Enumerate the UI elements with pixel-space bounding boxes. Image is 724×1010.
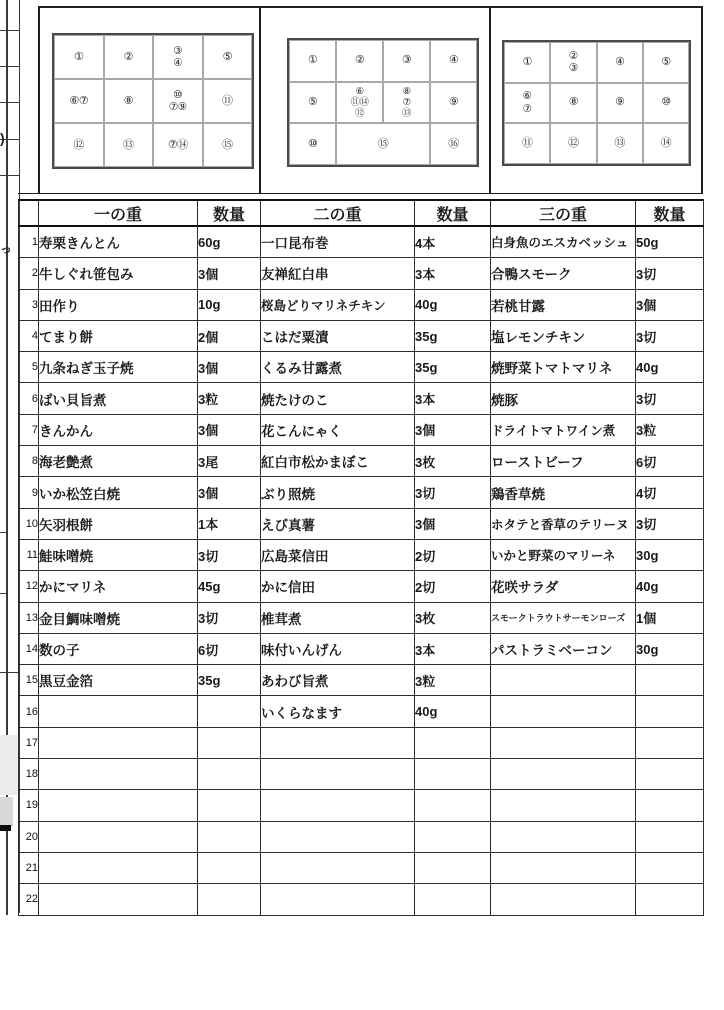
grid-cell xyxy=(203,123,253,167)
quantity-cell: 3切 xyxy=(198,539,261,570)
quantity-cell: 2個 xyxy=(198,320,261,351)
circled-number: ⑫ xyxy=(568,137,579,150)
item-cell: 九条ねぎ玉子焼 xyxy=(39,352,198,383)
quantity-cell: 1本 xyxy=(198,508,261,539)
quantity-cell: 35g xyxy=(415,352,491,383)
row-number-cell: 8 xyxy=(19,446,39,477)
item-cell xyxy=(39,727,198,758)
table-row xyxy=(19,258,704,289)
item-cell: 矢羽根餅 xyxy=(39,508,198,539)
item-cell: 海老艶煮 xyxy=(39,446,198,477)
quantity-cell xyxy=(198,696,261,727)
item-cell: 数の子 xyxy=(39,633,198,664)
grid-cell xyxy=(104,79,154,123)
quantity-cell xyxy=(415,759,491,790)
circled-number: ⑦ xyxy=(402,96,411,108)
grid-cell xyxy=(643,42,689,83)
grid-cell xyxy=(430,40,477,82)
table-row xyxy=(19,852,704,883)
item-cell: ぶり照焼 xyxy=(261,477,415,508)
row-number-cell: 6 xyxy=(19,383,39,414)
grid-cell xyxy=(550,42,596,83)
menu-table-head xyxy=(19,200,704,226)
item-cell xyxy=(491,821,636,852)
item-cell: 焼たけのこ xyxy=(261,383,415,414)
circled-number: ⑧ xyxy=(402,85,411,97)
quantity-cell xyxy=(415,884,491,915)
quantity-cell: 3切 xyxy=(636,383,704,414)
table-row xyxy=(19,571,704,602)
quantity-cell: 40g xyxy=(636,352,704,383)
quantity-cell: 3枚 xyxy=(415,602,491,633)
item-cell: 椎茸煮 xyxy=(261,602,415,633)
item-cell xyxy=(491,884,636,915)
quantity-cell: 3個 xyxy=(198,414,261,445)
panel1-left-border xyxy=(38,6,40,194)
circled-number: ⑮ xyxy=(377,137,389,150)
grid-cell xyxy=(336,123,430,165)
column-header: 数量 xyxy=(636,200,704,226)
circled-number: ⑦⑨ xyxy=(168,101,187,113)
row-number-cell: 13 xyxy=(19,602,39,633)
quantity-cell xyxy=(636,696,704,727)
item-cell xyxy=(261,727,415,758)
item-cell xyxy=(39,696,198,727)
circled-number: ⑥ xyxy=(522,90,532,103)
item-cell xyxy=(261,759,415,790)
grid-cell xyxy=(597,42,643,83)
quantity-cell: 3切 xyxy=(415,477,491,508)
table-row xyxy=(19,884,704,915)
quantity-cell: 60g xyxy=(198,226,261,258)
grid-cell xyxy=(643,123,689,164)
quantity-cell: 3切 xyxy=(636,258,704,289)
item-cell xyxy=(491,696,636,727)
grid-cell xyxy=(289,123,336,165)
circled-number: ⑨ xyxy=(614,96,625,109)
quantity-cell xyxy=(636,884,704,915)
quantity-cell xyxy=(198,821,261,852)
grid-cell xyxy=(54,79,104,123)
quantity-cell xyxy=(636,665,704,696)
quantity-cell: 3枚 xyxy=(415,446,491,477)
circled-number: ⑩ xyxy=(661,96,671,109)
item-cell: 田作り xyxy=(39,289,198,320)
item-cell: 鶏香草焼 xyxy=(491,477,636,508)
quantity-cell: 35g xyxy=(415,320,491,351)
table-row xyxy=(19,759,704,790)
row-number-cell: 10 xyxy=(19,508,39,539)
circled-number: ① xyxy=(307,54,318,67)
quantity-cell: 50g xyxy=(636,226,704,258)
quantity-cell: 3粒 xyxy=(198,383,261,414)
circled-number: ⑩ xyxy=(173,88,183,101)
box-2-layout-grid xyxy=(287,38,479,167)
grid-cell xyxy=(643,83,689,124)
table-row xyxy=(19,414,704,445)
circled-number: ③ xyxy=(401,54,412,67)
grid-cell xyxy=(54,35,104,79)
item-cell xyxy=(39,759,198,790)
item-cell: スモークトラウトサーモンローズ xyxy=(491,602,636,633)
grid-cell xyxy=(54,123,104,167)
quantity-cell: 4本 xyxy=(415,226,491,258)
grid-cell xyxy=(504,42,550,83)
table-row xyxy=(19,602,704,633)
circled-number: ④ xyxy=(448,54,459,67)
grid-cell xyxy=(383,40,430,82)
menu-table xyxy=(18,199,704,916)
quantity-cell xyxy=(198,790,261,821)
grid-cell xyxy=(104,35,154,79)
item-cell: 鮭味噌焼 xyxy=(39,539,198,570)
table-row xyxy=(19,289,704,320)
item-cell: 寿栗きんとん xyxy=(39,226,198,258)
item-cell: 焼豚 xyxy=(491,383,636,414)
item-cell: ホタテと香草のテリーヌ xyxy=(491,508,636,539)
table-row xyxy=(19,477,704,508)
quantity-cell: 3粒 xyxy=(415,665,491,696)
item-cell xyxy=(39,821,198,852)
row-number-cell: 14 xyxy=(19,633,39,664)
quantity-cell xyxy=(636,727,704,758)
column-header: 二の重 xyxy=(261,200,415,226)
menu-table-body xyxy=(19,226,704,915)
panel-divider-2 xyxy=(489,6,491,194)
item-cell xyxy=(491,790,636,821)
item-cell xyxy=(491,727,636,758)
circled-number: ⑬ xyxy=(401,107,411,119)
row-number-cell: 18 xyxy=(19,759,39,790)
quantity-cell: 4切 xyxy=(636,477,704,508)
quantity-cell: 30g xyxy=(636,539,704,570)
item-cell: てまり餅 xyxy=(39,320,198,351)
circled-number: ⑩ xyxy=(307,137,318,150)
row-number-cell: 15 xyxy=(19,665,39,696)
table-row xyxy=(19,508,704,539)
item-cell: 金目鯛味噌焼 xyxy=(39,602,198,633)
left-edge-black-mark xyxy=(0,825,11,831)
row-number-cell: 5 xyxy=(19,352,39,383)
quantity-cell xyxy=(415,790,491,821)
item-cell: えび真薯 xyxy=(261,508,415,539)
circled-number: ② xyxy=(354,54,365,67)
quantity-cell: 10g xyxy=(198,289,261,320)
item-cell: 焼野菜トマトマリネ xyxy=(491,352,636,383)
quantity-cell: 2切 xyxy=(415,571,491,602)
quantity-cell xyxy=(415,821,491,852)
grid-cell xyxy=(550,123,596,164)
circled-number: ⑤ xyxy=(307,95,318,108)
quantity-cell xyxy=(636,821,704,852)
item-cell: ローストビーフ xyxy=(491,446,636,477)
panels-bottom-border xyxy=(18,193,703,194)
quantity-cell: 30g xyxy=(636,633,704,664)
row-number-cell: 7 xyxy=(19,414,39,445)
grid-cell xyxy=(153,123,203,167)
row-number-cell: 4 xyxy=(19,320,39,351)
circled-number: ④ xyxy=(173,57,183,69)
item-cell xyxy=(261,852,415,883)
item-cell xyxy=(261,821,415,852)
left-edge-rule xyxy=(0,102,19,103)
left-edge-rule xyxy=(0,30,19,31)
row-number-cell: 21 xyxy=(19,852,39,883)
quantity-cell: 2切 xyxy=(415,539,491,570)
item-cell: きんかん xyxy=(39,414,198,445)
circled-number: ③ xyxy=(173,44,183,57)
table-row xyxy=(19,821,704,852)
item-cell: かに信田 xyxy=(261,571,415,602)
item-cell: 桜島どりマリネチキン xyxy=(261,289,415,320)
grid-cell xyxy=(336,40,383,82)
quantity-cell: 45g xyxy=(198,571,261,602)
table-row xyxy=(19,446,704,477)
circled-number: ⑦ xyxy=(522,102,532,115)
left-edge-shading xyxy=(0,735,18,795)
box-3-layout-grid xyxy=(502,40,691,166)
item-cell: 一口昆布巻 xyxy=(261,226,415,258)
item-cell: 花咲サラダ xyxy=(491,571,636,602)
quantity-cell: 3本 xyxy=(415,633,491,664)
circled-number: ⑯ xyxy=(448,137,459,150)
row-number-cell: 9 xyxy=(19,477,39,508)
quantity-cell xyxy=(198,727,261,758)
circled-number: ⑧ xyxy=(123,94,133,107)
circled-number: ⑧ xyxy=(568,96,579,109)
grid-cell xyxy=(203,35,253,79)
circled-number: ④ xyxy=(614,55,625,68)
circled-number: ⑦⑭ xyxy=(167,138,188,151)
grid-cell xyxy=(430,123,477,165)
quantity-cell: 40g xyxy=(636,571,704,602)
quantity-cell: 3個 xyxy=(198,477,261,508)
item-cell: 牛しぐれ笹包み xyxy=(39,258,198,289)
row-number-cell: 11 xyxy=(19,539,39,570)
quantity-cell: 40g xyxy=(415,289,491,320)
column-header-empty xyxy=(19,200,39,226)
item-cell xyxy=(261,884,415,915)
quantity-cell xyxy=(415,852,491,883)
row-number-cell: 20 xyxy=(19,821,39,852)
header-row xyxy=(19,200,704,226)
row-number-cell: 1 xyxy=(19,226,39,258)
item-cell xyxy=(261,790,415,821)
item-cell: 広島菜信田 xyxy=(261,539,415,570)
table-row xyxy=(19,696,704,727)
quantity-cell xyxy=(636,852,704,883)
quantity-cell: 3粒 xyxy=(636,414,704,445)
circled-number: ③ xyxy=(568,62,578,75)
grid-cell xyxy=(597,83,643,124)
left-edge-rule xyxy=(0,175,19,176)
row-number-cell: 3 xyxy=(19,289,39,320)
quantity-cell: 3切 xyxy=(636,320,704,351)
item-cell: あわび旨煮 xyxy=(261,665,415,696)
quantity-cell: 3切 xyxy=(198,602,261,633)
quantity-cell: 6切 xyxy=(636,446,704,477)
circled-number: ⑨ xyxy=(448,95,459,108)
row-number-cell: 12 xyxy=(19,571,39,602)
quantity-cell: 3本 xyxy=(415,258,491,289)
left-edge-shading xyxy=(0,797,13,827)
left-edge-rule xyxy=(0,672,19,673)
item-cell: くるみ甘露煮 xyxy=(261,352,415,383)
quantity-cell: 1個 xyxy=(636,602,704,633)
circled-number: ⑥⑦ xyxy=(69,94,89,107)
quantity-cell xyxy=(415,727,491,758)
table-row xyxy=(19,352,704,383)
column-header: 数量 xyxy=(415,200,491,226)
quantity-cell xyxy=(198,852,261,883)
row-number-cell: 17 xyxy=(19,727,39,758)
quantity-cell: 6切 xyxy=(198,633,261,664)
item-cell xyxy=(39,884,198,915)
item-cell: 味付いんげん xyxy=(261,633,415,664)
grid-cell xyxy=(550,83,596,124)
row-number-cell: 2 xyxy=(19,258,39,289)
table-row xyxy=(19,790,704,821)
quantity-cell: 3尾 xyxy=(198,446,261,477)
row-number-cell: 16 xyxy=(19,696,39,727)
item-cell: 白身魚のエスカベッシュ xyxy=(491,226,636,258)
item-cell: 友禅紅白串 xyxy=(261,258,415,289)
circled-number: ② xyxy=(568,49,578,62)
grid-cell xyxy=(383,82,430,124)
column-header: 数量 xyxy=(198,200,261,226)
grid-cell xyxy=(504,123,550,164)
row-number-cell: 19 xyxy=(19,790,39,821)
quantity-cell xyxy=(198,759,261,790)
table-row xyxy=(19,539,704,570)
grid-cell xyxy=(504,83,550,124)
panels-right-border xyxy=(701,6,703,194)
item-cell: ばい貝旨煮 xyxy=(39,383,198,414)
column-header: 一の重 xyxy=(39,200,198,226)
quantity-cell: 40g xyxy=(415,696,491,727)
circled-number: ⑪ xyxy=(521,137,533,150)
circled-number: ⑫ xyxy=(354,107,364,119)
quantity-cell: 3個 xyxy=(636,289,704,320)
circled-number: ⑤ xyxy=(222,50,232,63)
item-cell: 若桃甘露 xyxy=(491,289,636,320)
quantity-cell: 3個 xyxy=(415,414,491,445)
quantity-cell: 3個 xyxy=(415,508,491,539)
quantity-cell xyxy=(636,790,704,821)
quantity-cell: 3切 xyxy=(636,508,704,539)
item-cell: 塩レモンチキン xyxy=(491,320,636,351)
grid-cell xyxy=(289,40,336,82)
circled-number: ⑤ xyxy=(661,55,671,68)
left-edge-rule xyxy=(0,593,6,594)
panels-top-border xyxy=(38,6,703,8)
grid-cell xyxy=(430,82,477,124)
grid-cell xyxy=(336,82,383,124)
table-row xyxy=(19,320,704,351)
circled-number: ⑫ xyxy=(73,138,84,151)
quantity-cell: 3個 xyxy=(198,258,261,289)
quantity-cell xyxy=(198,884,261,915)
quantity-cell: 3個 xyxy=(198,352,261,383)
table-row xyxy=(19,727,704,758)
circled-number: ⑬ xyxy=(123,138,134,151)
grid-cell xyxy=(597,123,643,164)
grid-cell xyxy=(203,79,253,123)
quantity-cell: 3本 xyxy=(415,383,491,414)
item-cell: ドライトマトワイン煮 xyxy=(491,414,636,445)
circled-number: ⑭ xyxy=(660,137,672,150)
item-cell xyxy=(39,852,198,883)
item-cell xyxy=(39,790,198,821)
grid-cell xyxy=(153,35,203,79)
table-row xyxy=(19,383,704,414)
circled-number: ⑪⑭ xyxy=(350,96,369,108)
circled-number: ⑮ xyxy=(222,138,233,151)
circled-number: ⑥ xyxy=(355,85,364,97)
item-cell: 花こんにゃく xyxy=(261,414,415,445)
panel-divider-1 xyxy=(259,6,261,194)
cutoff-paren-char: ) xyxy=(0,130,5,146)
grid-cell xyxy=(104,123,154,167)
circled-number: ⑪ xyxy=(222,94,233,107)
item-cell: いかと野菜のマリーネ xyxy=(491,539,636,570)
item-cell xyxy=(491,759,636,790)
circled-number: ① xyxy=(74,50,84,63)
column-header: 三の重 xyxy=(491,200,636,226)
quantity-cell: 35g xyxy=(198,665,261,696)
item-cell: いか松笠白焼 xyxy=(39,477,198,508)
circled-number: ② xyxy=(123,50,133,63)
table-row xyxy=(19,633,704,664)
table-row xyxy=(19,665,704,696)
left-edge-rule xyxy=(0,532,6,533)
circled-number: ① xyxy=(522,55,532,68)
item-cell: かにマリネ xyxy=(39,571,198,602)
row-number-cell: 22 xyxy=(19,884,39,915)
grid-cell xyxy=(289,82,336,124)
box-1-layout-grid xyxy=(52,33,254,169)
item-cell: 紅白市松かまぼこ xyxy=(261,446,415,477)
item-cell: いくらなます xyxy=(261,696,415,727)
grid-cell xyxy=(153,79,203,123)
item-cell xyxy=(491,852,636,883)
item-cell: 黒豆金箔 xyxy=(39,665,198,696)
item-cell: パストラミベーコン xyxy=(491,633,636,664)
circled-number: ⑬ xyxy=(614,137,625,150)
left-edge-rule xyxy=(0,66,19,67)
quantity-cell xyxy=(636,759,704,790)
item-cell xyxy=(491,665,636,696)
item-cell: こはだ粟漬 xyxy=(261,320,415,351)
cutoff-partial-char: っ xyxy=(0,242,13,256)
item-cell: 合鴨スモーク xyxy=(491,258,636,289)
table-row xyxy=(19,226,704,258)
